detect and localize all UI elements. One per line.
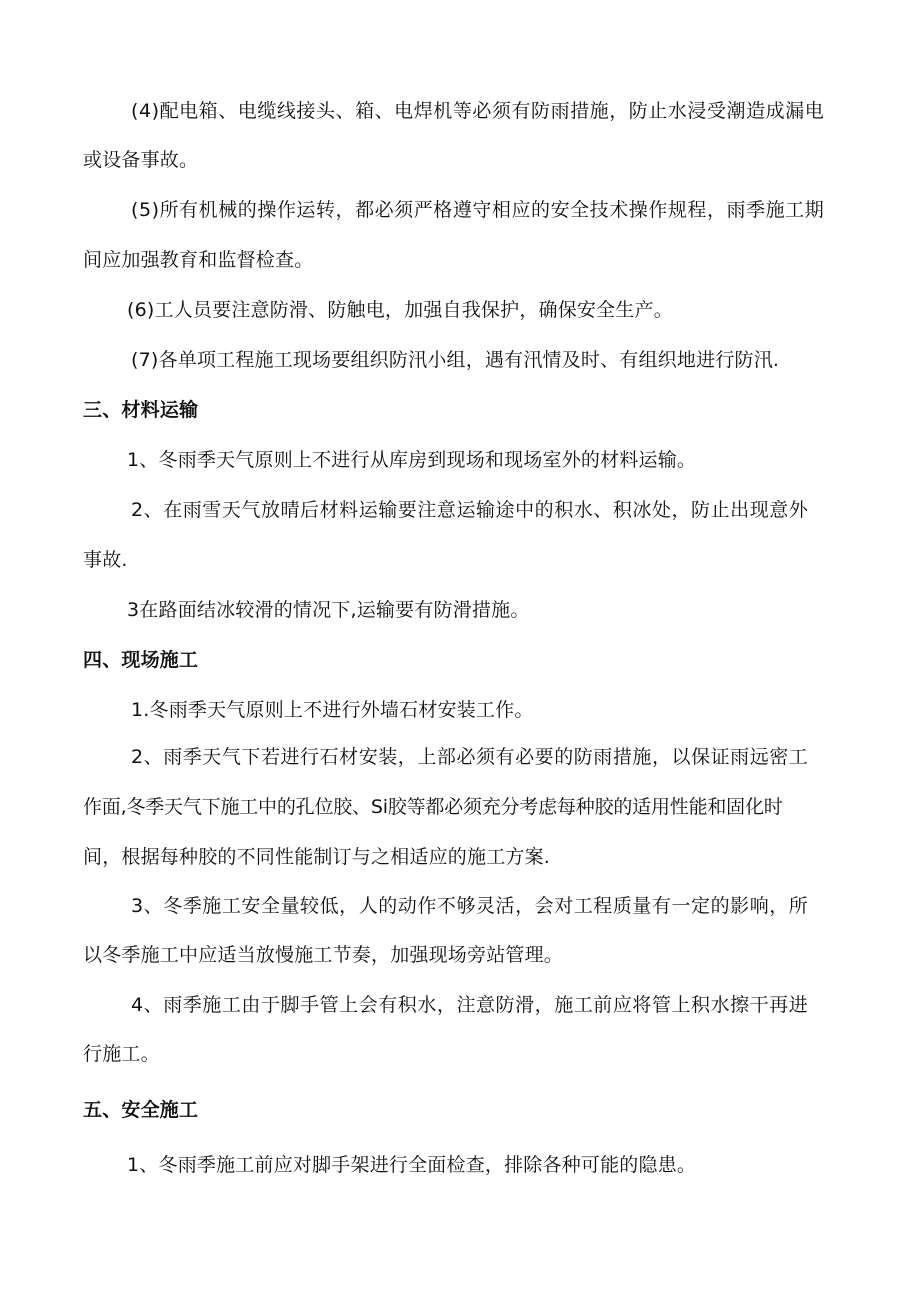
section-4-item-3-line-1: 3、冬季施工安全量较低，人的动作不够灵活，会对工程质量有一定的影响，所 <box>131 895 809 917</box>
section-3-heading: 三、材料运输 <box>83 399 199 421</box>
para-4-line-1: (4)配电箱、电缆线接头、箱、电焊机等必须有防雨措施，防止水浸受潮造成漏电 <box>131 100 825 122</box>
section-4-heading: 四、现场施工 <box>83 649 199 671</box>
para-6-line-1: (6)工人员要注意防滑、防触电，加强自我保护，确保安全生产。 <box>127 299 673 321</box>
section-5-heading: 五、安全施工 <box>83 1099 199 1121</box>
section-4-item-2-line-1: 2、雨季天气下若进行石材安装，上部必须有必要的防雨措施，以保证雨远密工 <box>131 746 809 768</box>
section-3-item-2-line-2: 事故. <box>83 549 128 571</box>
para-5-line-1: (5)所有机械的操作运转，都必须严格遵守相应的安全技术操作规程，雨季施工期 <box>131 199 825 221</box>
section-4-item-4-line-2: 行施工。 <box>83 1043 160 1065</box>
section-3-item-3: 3在路面结冰较滑的情况下,运输要有防滑措施。 <box>127 599 530 621</box>
para-4-line-2: 或设备事故。 <box>83 149 199 171</box>
section-4-item-2-line-3: 间，根据每种胶的不同性能制订与之相适应的施工方案. <box>83 846 551 868</box>
section-4-item-4-line-1: 4、雨季施工由于脚手管上会有积水，注意防滑，施工前应将管上积水擦干再进 <box>131 994 809 1016</box>
para-5-line-2: 间应加强教育和监督检查。 <box>83 249 314 271</box>
section-3-item-1: 1、冬雨季天气原则上不进行从库房到现场和现场室外的材料运输。 <box>127 449 697 471</box>
section-5-item-1: 1、冬雨季施工前应对脚手架进行全面检查，排除各种可能的隐患。 <box>127 1154 697 1176</box>
section-4-item-1: 1.冬雨季天气原则上不进行外墙石材安装工作。 <box>131 699 534 721</box>
section-4-item-3-line-2: 以冬季施工中应适当放慢施工节奏，加强现场旁站管理。 <box>83 944 564 966</box>
section-3-item-2-line-1: 2、在雨雪天气放晴后材料运输要注意运输途中的积水、积冰处，防止出现意外 <box>131 499 809 521</box>
section-4-item-2-line-2: 作面,冬季天气下施工中的孔位胶、Si胶等都必须充分考虑每种胶的适用性能和固化时 <box>83 796 783 818</box>
para-7-line-1: (7)各单项工程施工现场要组织防汛小组，遇有汛情及时、有组织地进行防汛. <box>131 349 780 371</box>
